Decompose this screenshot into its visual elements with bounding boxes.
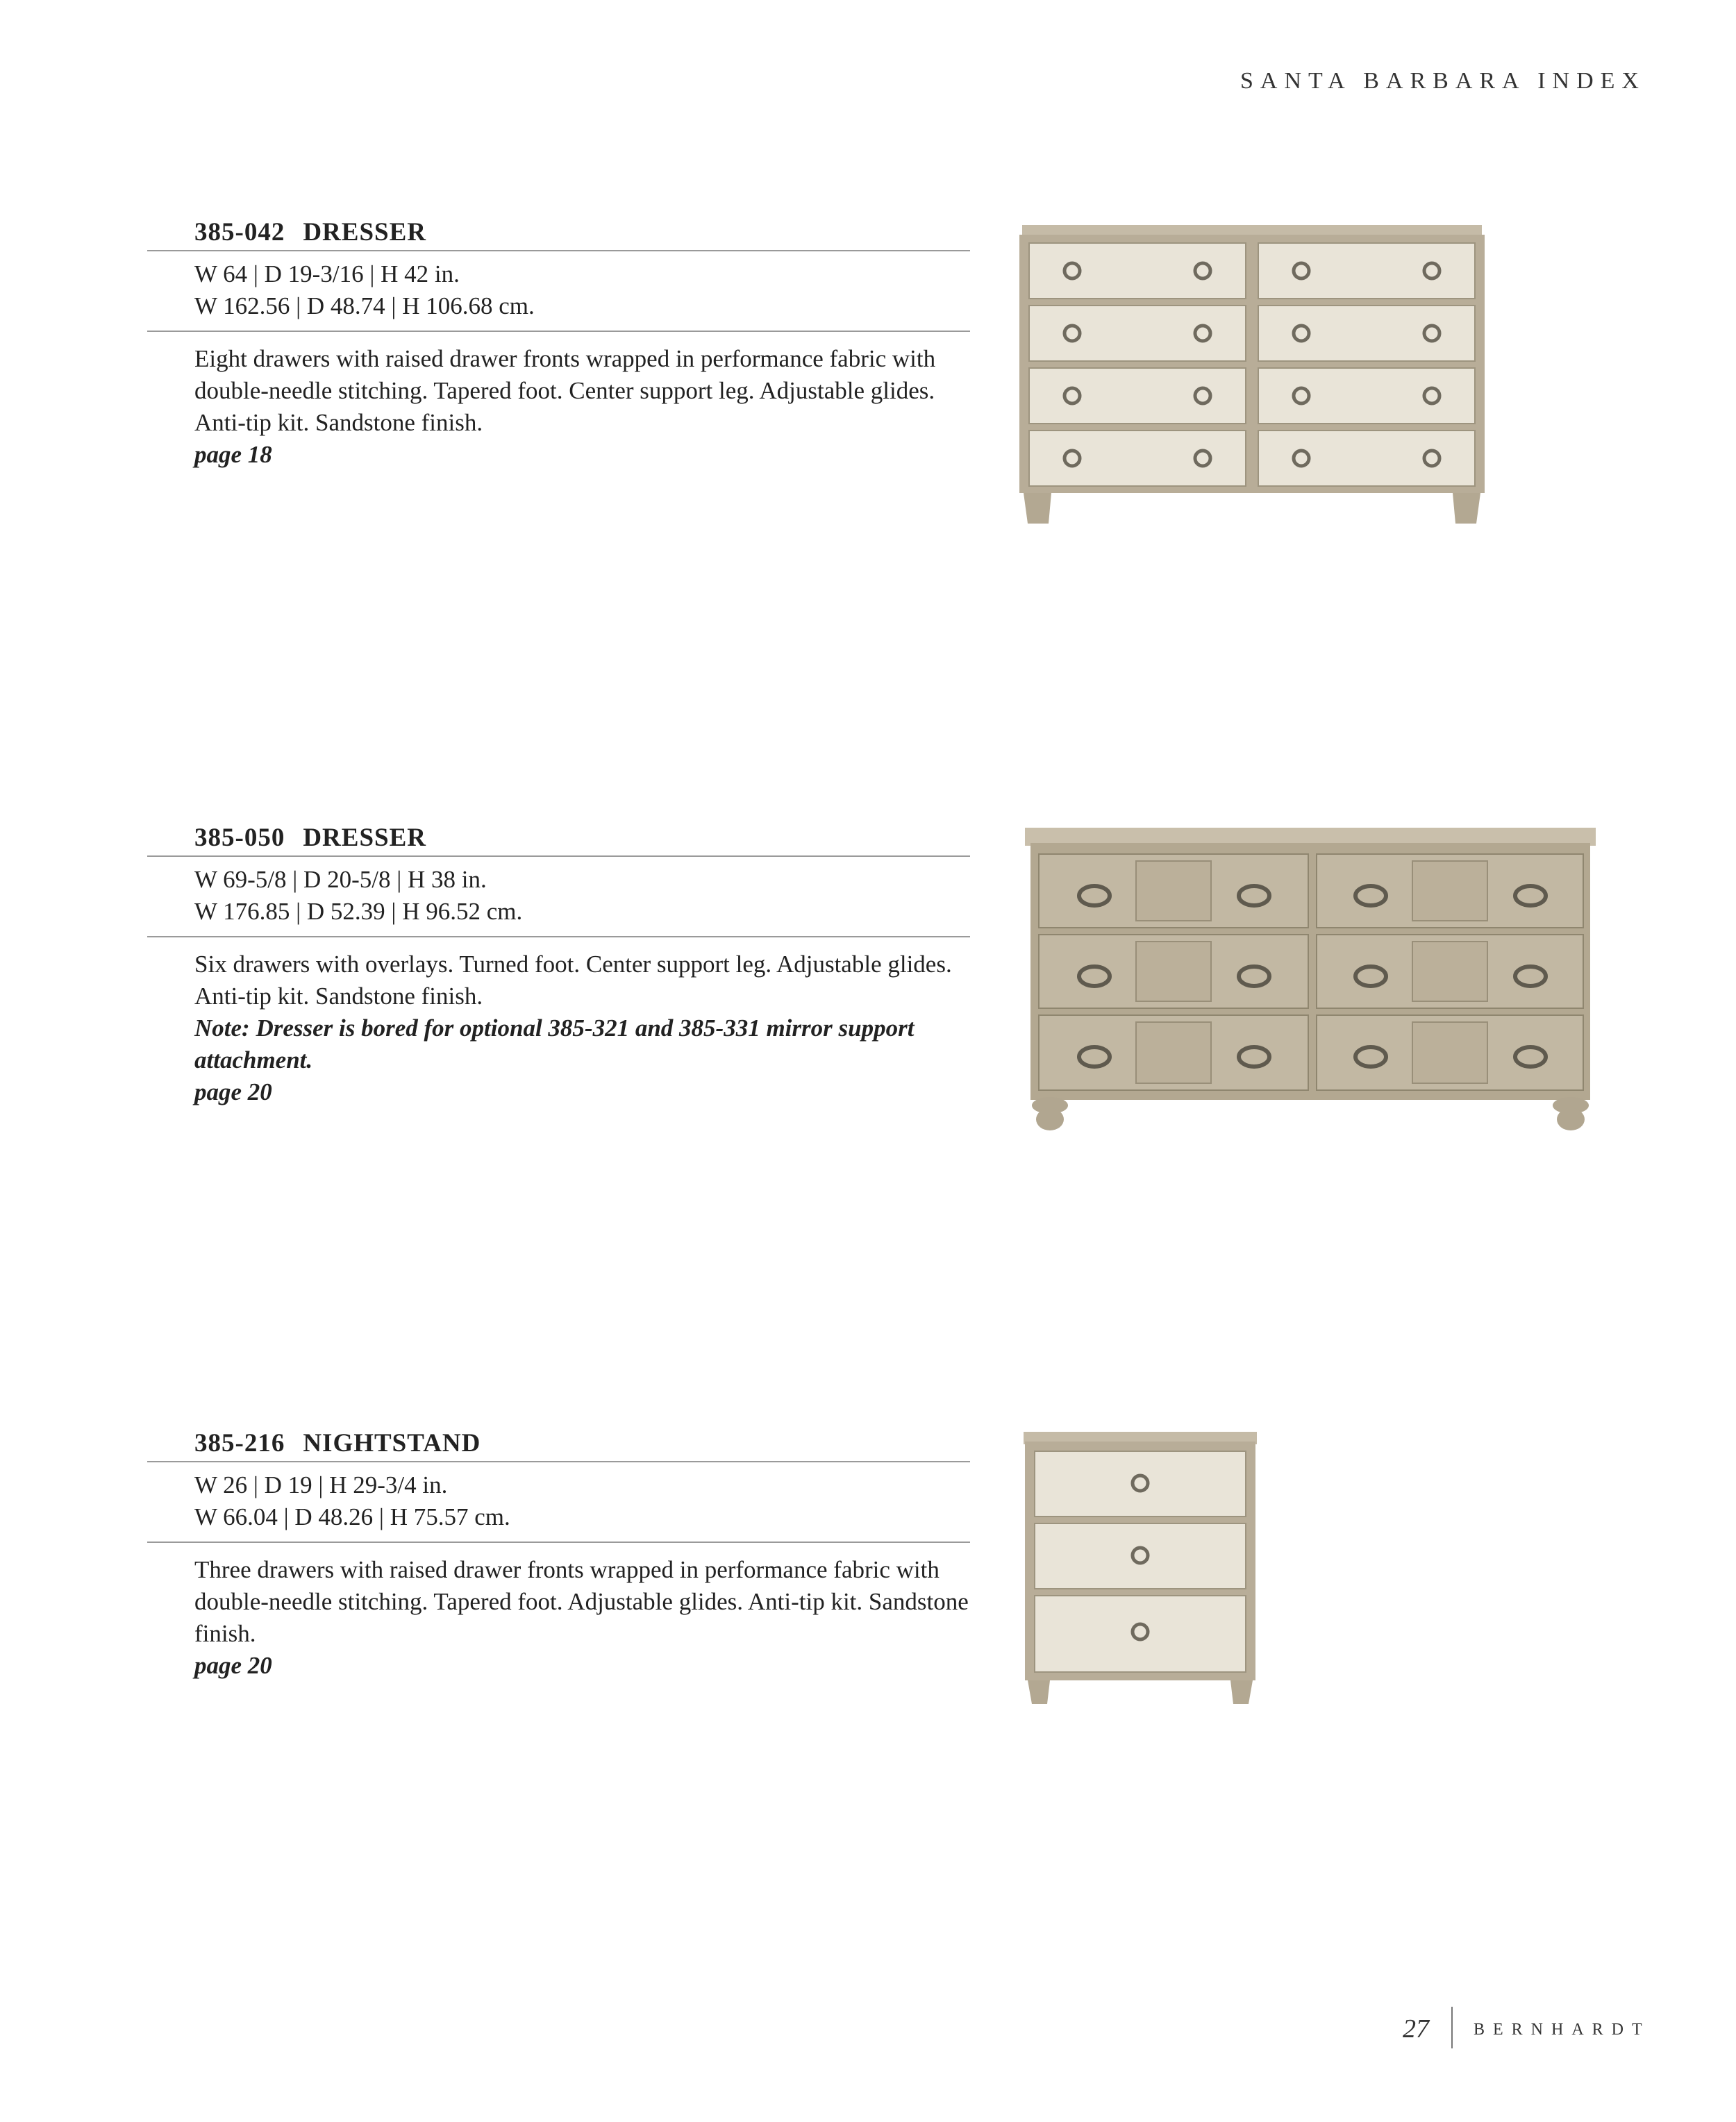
dimensions-inches: W 26 | D 19 | H 29-3/4 in. (194, 1471, 448, 1498)
dimensions-inches: W 64 | D 19-3/16 | H 42 in. (194, 260, 460, 287)
product-title (147, 215, 970, 251)
product-name: DRESSER (303, 824, 427, 852)
page-header-title: SANTA BARBARA INDEX (1240, 68, 1646, 94)
product-entry (147, 215, 970, 471)
nightstand-385-216-image (1022, 1432, 1258, 1710)
product-code: 385-042 (194, 218, 285, 247)
description-text: Six drawers with overlays. Turned foot. Center support leg. Adjustable glides. Anti-tip kit. Sandstone finish. (194, 951, 952, 1010)
dimensions-cm: W 66.04 | D 48.26 | H 75.57 cm. (194, 1503, 510, 1530)
dimensions-cm: W 176.85 | D 52.39 | H 96.52 cm. (194, 898, 523, 925)
page-reference: page 20 (194, 1652, 272, 1679)
dimensions-cm: W 162.56 | D 48.74 | H 106.68 cm. (194, 292, 535, 319)
dimensions-inches: W 69-5/8 | D 20-5/8 | H 38 in. (194, 866, 487, 893)
product-name: NIGHTSTAND (303, 1429, 481, 1457)
page-number: 27 (1403, 2014, 1429, 2044)
description-text: Three drawers with raised drawer fronts wrapped in performance fabric with double-needle stitching. Tapered foot. Adjustable glides. Anti-tip kit. Sandstone finish. (194, 1556, 969, 1647)
product-description (147, 937, 970, 1108)
product-dimensions (147, 251, 970, 332)
product-code: 385-216 (194, 1429, 285, 1457)
product-title (147, 1426, 970, 1462)
product-entry (147, 1426, 970, 1682)
product-title (147, 821, 970, 857)
product-note: Note: Dresser is bored for optional 385-321 and 385-331 mirror support attachment. (194, 1014, 915, 1073)
product-dimensions (147, 1462, 970, 1543)
product-dimensions (147, 857, 970, 937)
page-reference: page 20 (194, 1078, 272, 1105)
page-reference: page 18 (194, 441, 272, 468)
product-name: DRESSER (303, 218, 427, 247)
dresser-385-042-image (1019, 224, 1485, 529)
dresser-385-050-image (1022, 828, 1599, 1140)
product-description (147, 332, 970, 471)
brand-name: BERNHARDT (1474, 2021, 1651, 2039)
product-entry (147, 821, 970, 1108)
product-description (147, 1543, 970, 1682)
description-text: Eight drawers with raised drawer fronts wrapped in performance fabric with double-needle stitching. Tapered foot. Center support leg. Adjustable glides. Anti-tip kit. Sandstone finish. (194, 345, 936, 436)
product-code: 385-050 (194, 824, 285, 852)
footer-divider (1451, 2007, 1453, 2048)
